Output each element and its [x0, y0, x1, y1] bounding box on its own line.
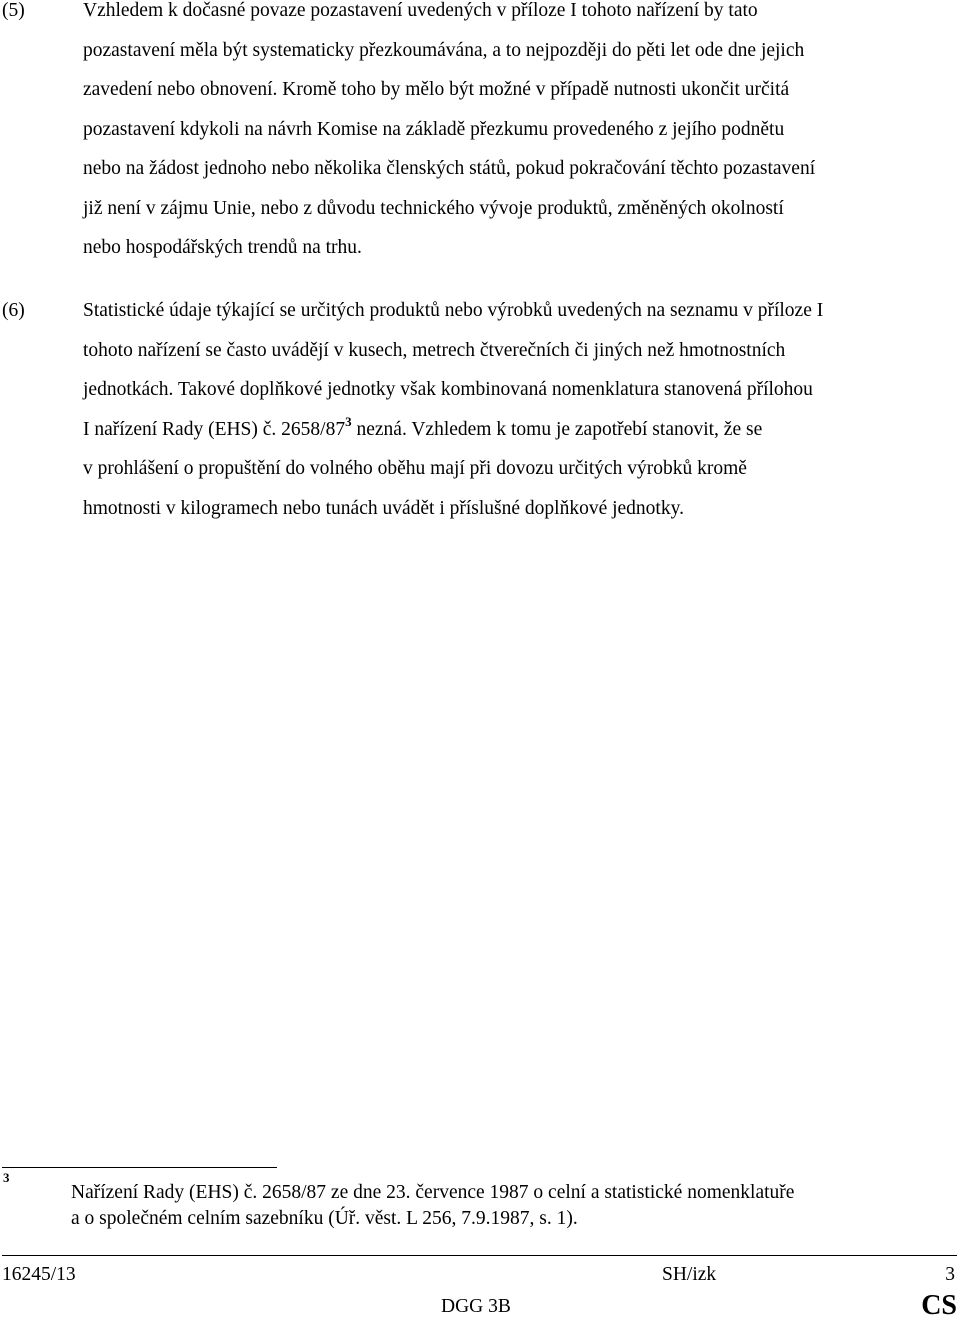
text-line: nebo na žádost jednoho nebo několika členských států, pokud pokračování těchto pozastavení: [83, 158, 816, 179]
footnote-text: [71, 1180, 960, 1232]
text-line: Statistické údaje týkající se určitých produktů nebo výrobků uvedených na seznamu v příloze I: [83, 300, 824, 321]
paragraph-number: (5): [2, 0, 25, 21]
text-line: již není v zájmu Unie, nebo z důvodu technického vývoje produktů, změněných okolností: [83, 197, 784, 219]
text-segment: nezná. Vzhledem k tomu je zapotřebí stanovit, že se: [351, 418, 763, 440]
paragraph-text: [83, 0, 960, 268]
footnote-line: Nařízení Rady (EHS) č. 2658/87 ze dne 23. července 1987 o celní a statistické nomenklatuře: [71, 1182, 795, 1203]
text-line: pozastavení měla být systematicky přezkoumávána, a to nejpozději do pěti let ode dne jejich: [83, 39, 805, 61]
text-line-with-footnote: [83, 410, 960, 450]
footnote-line: a o společném celním sazebníku (Úř. věst. L 256, 7.9.1987, s. 1).: [71, 1208, 578, 1229]
text-line: tohoto nařízení se často uvádějí v kusech, metrech čtverečních či jiných než hmotnostních: [83, 339, 786, 361]
document-number: 16245/13: [2, 1264, 76, 1285]
text-line: jednotkách. Takové doplňkové jednotky však kombinovaná nomenklatura stanovená přílohou: [83, 379, 813, 400]
footnote-divider: [2, 1167, 277, 1168]
page-number: 3: [945, 1264, 955, 1285]
footnote-reference[interactable]: 3: [345, 413, 352, 429]
author-initials: SH/izk: [662, 1264, 717, 1285]
paragraph-number: (6): [2, 300, 25, 321]
text-line: pozastavení kdykoli na návrh Komise na základě přezkumu provedeného z jejího podnětu: [83, 118, 785, 140]
department-code: DGG 3B: [441, 1296, 511, 1317]
text-line: zavedení nebo obnovení. Kromě toho by mělo být možné v případě nutnosti ukončit určitá: [83, 79, 790, 100]
paragraph-text: [83, 291, 960, 528]
language-code: CS: [921, 1290, 957, 1321]
footer-divider: [2, 1255, 957, 1256]
text-line: v prohlášení o propuštění do volného oběhu mají při dovozu určitých výrobků kromě: [83, 458, 747, 479]
text-line: hmotnosti v kilogramech nebo tunách uvádět i příslušné doplňkové jednotky.: [83, 497, 684, 519]
text-line: Vzhledem k dočasné povaze pozastavení uvedených v příloze I tohoto nařízení by tato: [83, 0, 758, 21]
footnote-number: 3: [3, 1170, 10, 1185]
text-segment: I nařízení Rady (EHS) č. 2658/87: [83, 418, 346, 440]
text-line: nebo hospodářských trendů na trhu.: [83, 237, 362, 258]
